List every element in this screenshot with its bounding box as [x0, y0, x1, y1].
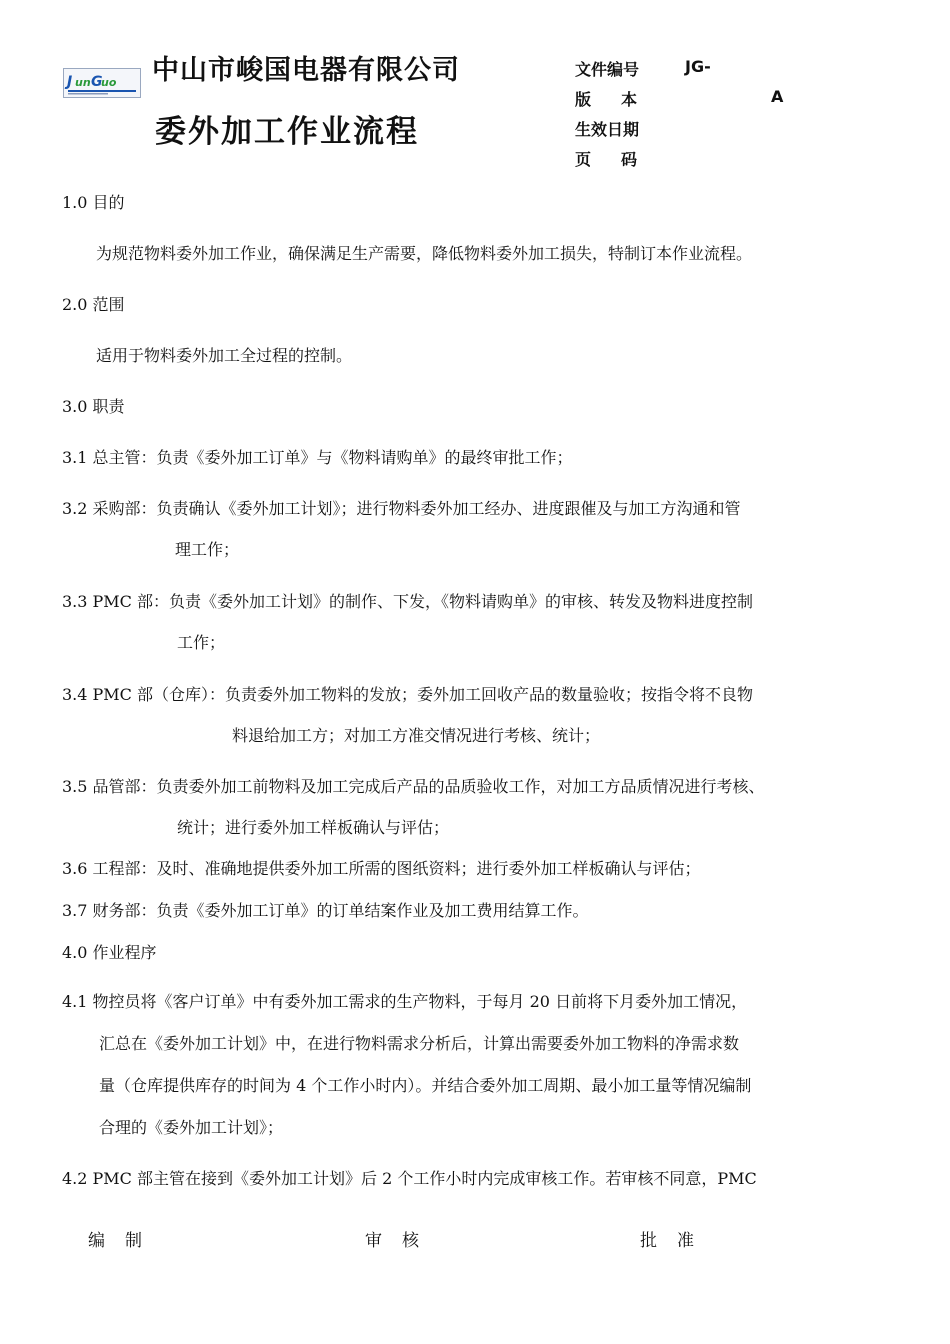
company-name: 中山市峻国电器有限公司 — [152, 55, 460, 86]
list-item-continuation: 量（仓库提供库存的时间为 4 个工作小时内）。并结合委外加工周期、最小加工量等情况编制 — [99, 1076, 752, 1095]
list-item: 4.2 PMC 部主管在接到《委外加工计划》后 2 个工作小时内完成审核工作。若审核不同意，PMC — [62, 1169, 757, 1188]
meta-label: 生效日期 — [575, 120, 640, 139]
list-item: 4.1 物控员将《客户订单》中有委外加工需求的生产物料，于每月 20 日前将下月委外加工情况， — [62, 992, 748, 1011]
meta-value: JG- — [685, 57, 711, 76]
list-item: 3.6 工程部：及时、准确地提供委外加工所需的图纸资料；进行委外加工样板确认与评估； — [62, 859, 701, 878]
meta-label: 文件编号 — [575, 60, 640, 79]
svg-text:un: un — [75, 76, 91, 89]
company-logo — [63, 68, 141, 98]
document-header — [0, 0, 950, 180]
section-heading-responsibility: 3.0 职责 — [62, 397, 125, 416]
list-item-continuation: 理工作； — [175, 540, 240, 559]
list-item: 3.3 PMC 部：负责《委外加工计划》的制作、下发，《物料请购单》的审核、转发及物料进度控制 — [62, 592, 754, 611]
section-heading-procedure: 4.0 作业程序 — [62, 943, 157, 962]
footer-prepared-by: 编制 — [88, 1231, 162, 1251]
list-item: 3.4 PMC 部（仓库）：负责委外加工物料的发放；委外加工回收产品的数量验收；按指令将不良物 — [62, 685, 754, 704]
paragraph: 适用于物料委外加工全过程的控制。 — [96, 346, 353, 365]
list-item: 3.2 采购部：负责确认《委外加工计划》；进行物料委外加工经办、进度跟催及与加工方沟通和管 — [62, 499, 741, 518]
list-item-continuation: 工作； — [177, 633, 226, 652]
footer-approved-by: 批准 — [640, 1231, 714, 1251]
list-item-continuation: 汇总在《委外加工计划》中，在进行物料需求分析后，计算出需要委外加工物料的净需求数 — [99, 1034, 740, 1053]
svg-text:uo: uo — [101, 76, 117, 89]
svg-text:G: G — [91, 74, 103, 90]
section-heading-purpose: 1.0 目的 — [62, 193, 125, 212]
svg-text:J: J — [67, 74, 73, 90]
list-item: 3.7 财务部：负责《委外加工订单》的订单结案作业及加工费用结算工作。 — [62, 901, 589, 920]
meta-label: 版本 — [575, 90, 668, 109]
paragraph: 为规范物料委外加工作业，确保满足生产需要，降低物料委外加工损失，特制订本作业流程。 — [96, 244, 753, 263]
list-item-continuation: 料退给加工方；对加工方准交情况进行考核、统计； — [232, 726, 601, 745]
list-item-continuation: 统计；进行委外加工样板确认与评估； — [177, 818, 450, 837]
list-item: 3.5 品管部：负责委外加工前物料及加工完成后产品的品质验收工作，对加工方品质情况进行考核、 — [62, 777, 765, 796]
meta-value: A — [771, 87, 784, 106]
list-item-continuation: 合理的《委外加工计划》； — [99, 1118, 284, 1137]
section-heading-scope: 2.0 范围 — [62, 295, 125, 314]
footer-reviewed-by: 审核 — [365, 1231, 439, 1251]
meta-label: 页码 — [575, 150, 668, 169]
list-item: 3.1 总主管：负责《委外加工订单》与《物料请购单》的最终审批工作； — [62, 448, 573, 467]
document-title: 委外加工作业流程 — [155, 114, 419, 150]
